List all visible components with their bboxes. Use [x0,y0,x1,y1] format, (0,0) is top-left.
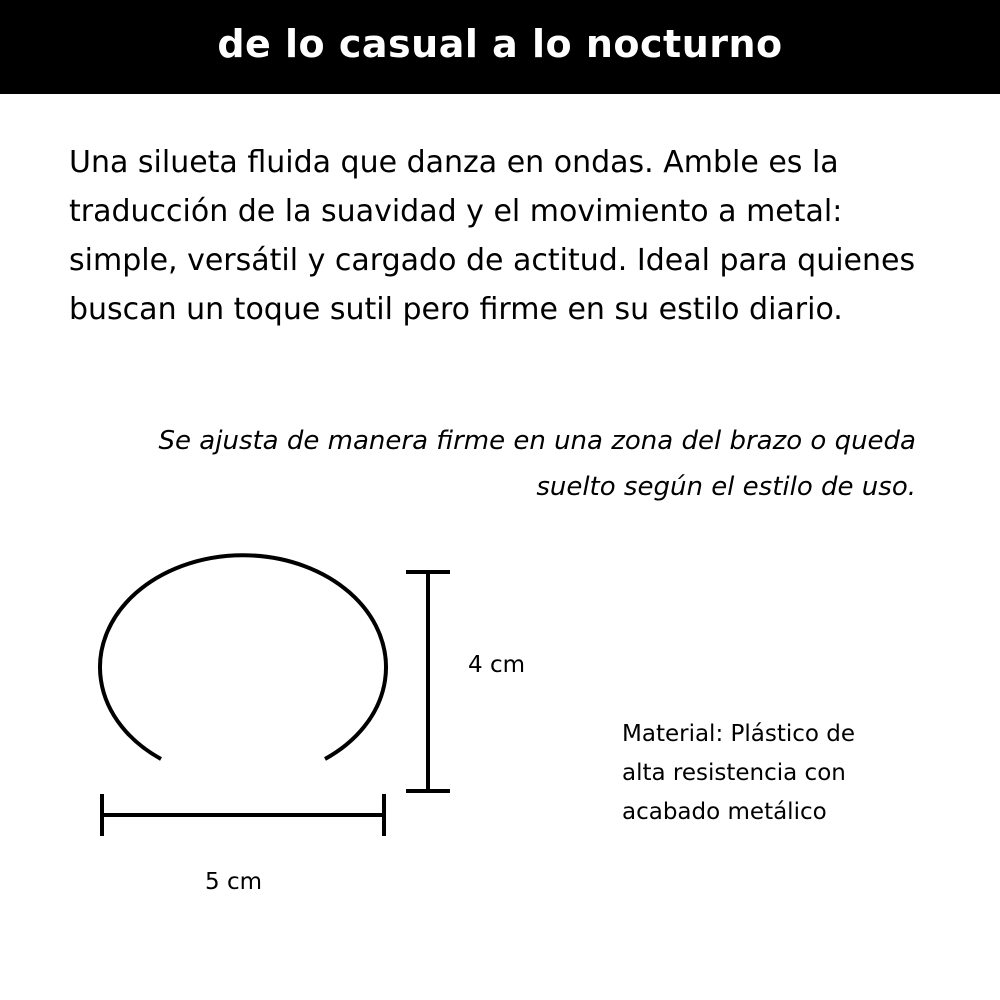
material-line-3: acabado metálico [622,799,827,825]
fit-note-line-1: Se ajusta de manera firme en una zona del brazo o queda [158,426,916,456]
material-line-2: alta resistencia con [622,760,846,786]
width-dimension-line [102,794,384,836]
width-label: 5 cm [205,869,262,895]
material-note [622,715,922,832]
height-dimension-line [406,572,450,791]
material-line-1: Material: Plástico de [622,721,856,747]
bracelet-outline [100,555,386,759]
product-description: Una silueta fluida que danza en ondas. Amble es la traducción de la suavidad y el movimiento a metal: simple, versátil y cargado de actitud. Ideal para quienes buscan un toque sutil pero firme en su estilo diario. [69,145,916,327]
height-label: 4 cm [468,652,525,678]
fit-note-line-2: suelto según el estilo de uso. [536,472,916,502]
page-title: de lo casual a lo nocturno [217,22,783,66]
